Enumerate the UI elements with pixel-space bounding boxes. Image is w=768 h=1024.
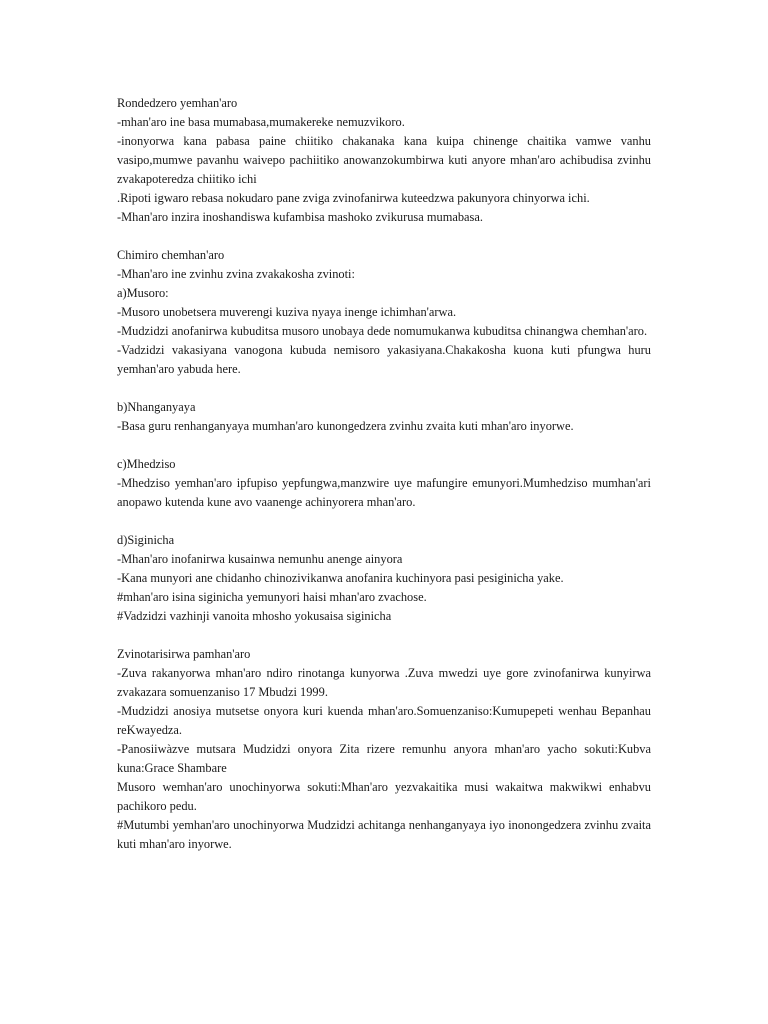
subheading-nhanganyaya: b)Nhanganyaya <box>117 400 196 414</box>
section-spacer <box>117 512 651 531</box>
paragraph-line: -Musoro unobetsera muverengi kuziva nyaya inenge ichimhan'arwa. <box>117 305 457 319</box>
section-heading-zvinotarisirwa: Zvinotarisirwa pamhan'aro <box>117 647 251 661</box>
paragraph-line: #Vadzidzi vazhinji vanoita mhosho yokusaisa siginicha <box>117 609 392 623</box>
section-spacer <box>117 436 651 455</box>
subheading-mhedziso: c)Mhedziso <box>117 457 176 471</box>
subheading-musoro: a)Musoro: <box>117 286 169 300</box>
document-body <box>117 94 651 854</box>
paragraph: -Vadzidzi vakasiyana vanogona kubuda nemisoro yakasiyana.Chakakosha kuona kuti pfungwa huru yemhan'aro yabuda here. <box>117 343 651 376</box>
paragraph-line: -Basa guru renhanganyaya mumhan'aro kunongedzera zvinhu zvaita kuti mhan'aro inyorwe. <box>117 419 574 433</box>
paragraph: -Mudzidzi anosiya mutsetse onyora kuri kuenda mhan'aro.Somuenzaniso:Kumupepeti wenhau Bepanhau reKwayedza. <box>117 704 651 737</box>
paragraph: -Mhedziso yemhan'aro ipfupiso yepfungwa,manzwire uye mafungire emunyori.Mumhedziso mumhan'ari anopawo kutenda kune avo vaanenge achinyorera mhan'aro. <box>117 476 651 509</box>
paragraph-line: -mhan'aro ine basa mumabasa,mumakereke nemuzvikoro. <box>117 115 405 129</box>
paragraph: -Panosiiwàzve mutsara Mudzidzi onyora Zita rizere remunhu anyora mhan'aro yacho sokuti:Kubva kuna:Grace Shambare <box>117 742 651 775</box>
section-spacer <box>117 626 651 645</box>
section-spacer <box>117 379 651 398</box>
paragraph-line: -Mhan'aro inzira inoshandiswa kufambisa mashoko zvikurusa mumabasa. <box>117 210 483 224</box>
paragraph: -Mudzidzi anofanirwa kubuditsa musoro unobaya dede nomumukanwa kubuditsa chinangwa chemhan'aro. <box>117 324 648 338</box>
subheading-siginicha: d)Siginicha <box>117 533 175 547</box>
paragraph-line: .Ripoti igwaro rebasa nokudaro pane zviga zvinofanirwa kuteedzwa pakunyora chinyorwa ichi. <box>117 191 590 205</box>
paragraph: -Zuva rakanyorwa mhan'aro ndiro rinotanga kunyorwa .Zuva mwedzi uye gore zvinofanirwa kunyirwa zvakazara somuenzaniso 17 Mbudzi 1999. <box>117 666 651 699</box>
section-heading-rondedzero: Rondedzero yemhan'aro <box>117 96 238 110</box>
paragraph-line: #mhan'aro isina siginicha yemunyori haisi mhan'aro zvachose. <box>117 590 427 604</box>
paragraph: Musoro wemhan'aro unochinyorwa sokuti:Mhan'aro yezvakaitika musi wakaitwa makwikwi enhabvu pachikoro pedu. <box>117 780 651 813</box>
section-spacer <box>117 227 651 246</box>
paragraph: -inonyorwa kana pabasa paine chiitiko chakanaka kana kuipa chinenge chaitika vamwe vanhu vasipo,mumwe pavanhu waivepo pachiitiko anowanzokumbirwa kuti anyore mhan'aro achibudisa zvinhu zvakapoteredza chiitiko ichi <box>117 134 651 186</box>
paragraph-line: -Mhan'aro inofanirwa kusainwa nemunhu anenge ainyora <box>117 552 403 566</box>
paragraph-line: -Mhan'aro ine zvinhu zvina zvakakosha zvinoti: <box>117 267 355 281</box>
paragraph-line: -Kana munyori ane chidanho chinozivikanwa anofanira kuchinyora pasi pesiginicha yake. <box>117 571 564 585</box>
paragraph: #Mutumbi yemhan'aro unochinyorwa Mudzidzi achitanga nenhanganyaya iyo inonongedzera zvinhu zvaita kuti mhan'aro inyorwe. <box>117 818 651 851</box>
section-heading-chimiro: Chimiro chemhan'aro <box>117 248 225 262</box>
